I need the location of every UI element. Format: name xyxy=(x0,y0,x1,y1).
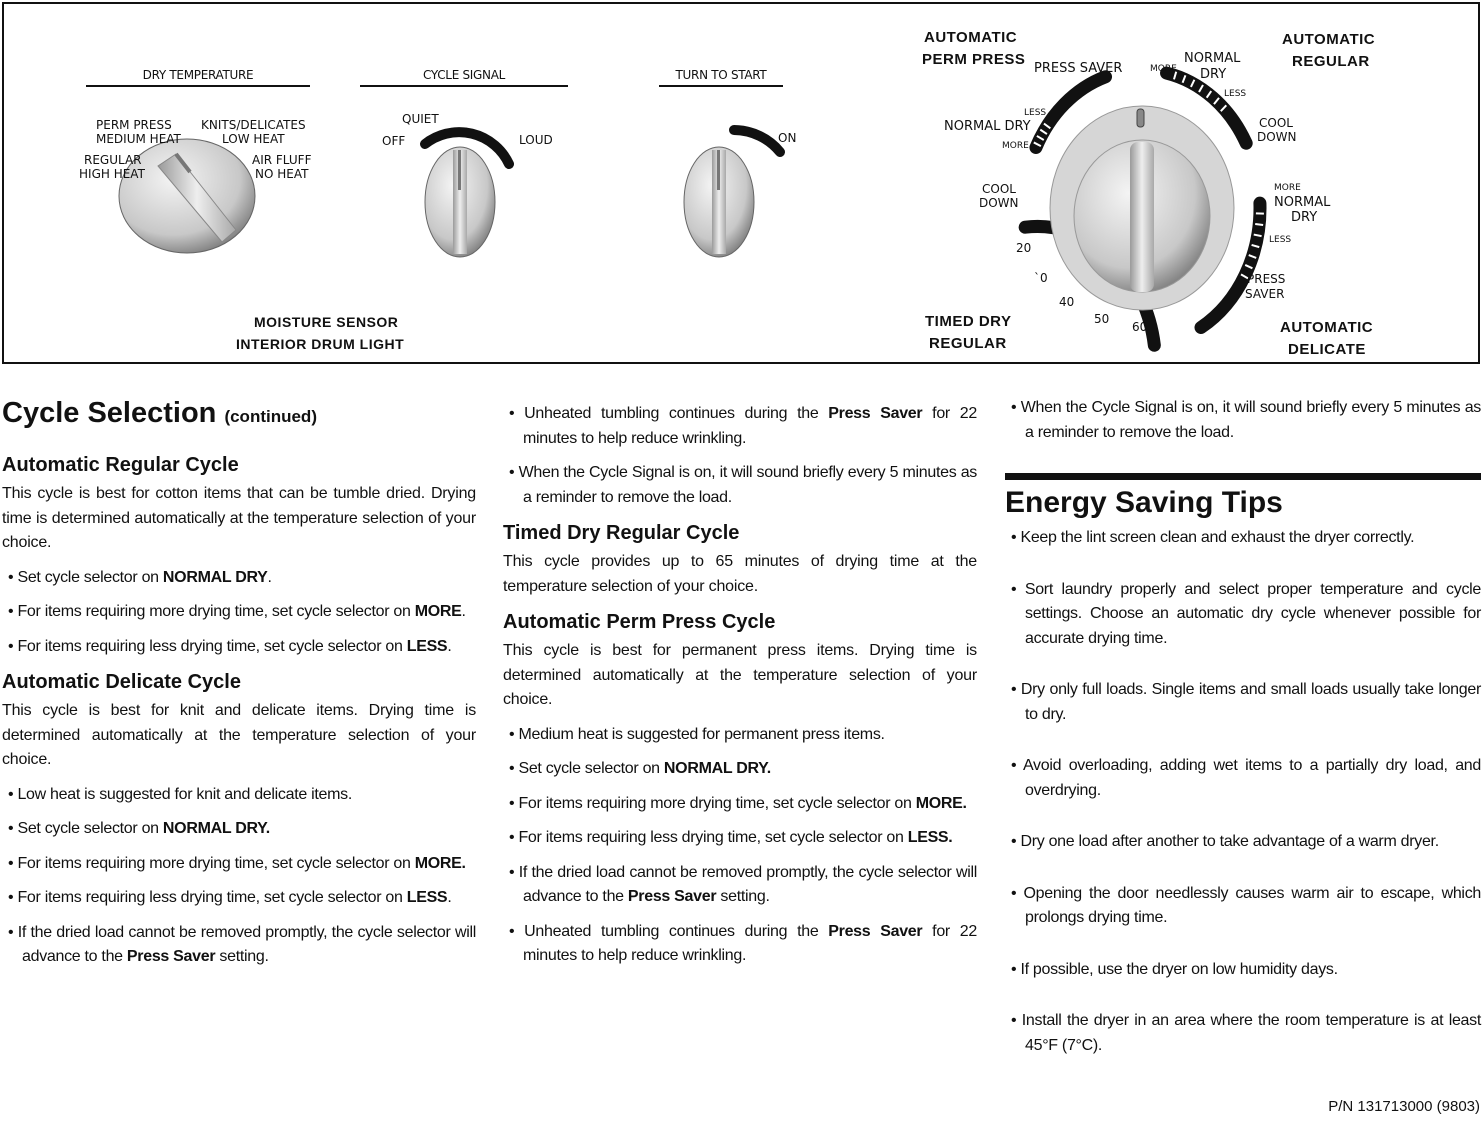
feature-moisture-sensor: MOISTURE SENSOR xyxy=(254,314,399,330)
emphasis: (continued) xyxy=(224,407,317,426)
dials-drawing xyxy=(4,4,1482,366)
td-down: DOWN xyxy=(979,196,1019,210)
text: . xyxy=(461,603,466,620)
td-30: `0 xyxy=(1034,271,1048,285)
emphasis: LESS xyxy=(406,637,448,655)
bullet-item xyxy=(503,826,977,851)
text: • Keep the lint screen clean and exhaust the dryer correctly. xyxy=(1011,529,1415,546)
text: • Avoid overloading, adding wet items to a partially dry load, and overdrying. xyxy=(1011,757,1481,799)
td-cool: COOL xyxy=(982,182,1016,196)
tip-item xyxy=(1005,526,1481,551)
td-40: 40 xyxy=(1059,295,1075,309)
text: • When the Cycle Signal is on, it will sound briefly every 5 minutes as a reminder to remove the load. xyxy=(509,464,977,506)
pp-press-saver: PRESS SAVER xyxy=(1034,61,1123,76)
bullet-item xyxy=(503,792,977,817)
text: • Install the dryer in an area where the room temperature is at least 45°F (7°C). xyxy=(1011,1012,1481,1054)
tip-item xyxy=(1005,678,1481,727)
reg-more: MORE xyxy=(1150,64,1177,74)
label-low-heat: LOW HEAT xyxy=(222,132,285,146)
bullet-item xyxy=(2,921,476,970)
label-loud: LOUD xyxy=(519,133,553,147)
text: for 22 minutes to help reduce wrinkling. xyxy=(523,405,977,447)
text: setting. xyxy=(215,948,269,965)
emphasis: Press Saver xyxy=(828,922,923,940)
reg-dry: DRY xyxy=(1200,67,1227,82)
text: . xyxy=(267,568,272,586)
label-no-heat: NO HEAT xyxy=(255,167,309,181)
tip-item xyxy=(1005,578,1481,652)
feature-drum-light: INTERIOR DRUM LIGHT xyxy=(236,336,405,352)
text: for 22 minutes to help reduce wrinkling. xyxy=(523,922,977,964)
auto-perm-press-1: AUTOMATIC xyxy=(924,29,1018,46)
cycle-heading xyxy=(2,669,476,695)
emphasis: MORE xyxy=(414,603,462,620)
emphasis: LESS xyxy=(406,889,448,906)
text: • For items requiring more drying time, set cycle selector on xyxy=(509,794,916,812)
bullet-item xyxy=(2,566,476,591)
text: This cycle is best for permanent press items. Drying time is determined automatically at the temperature selection of your choice. xyxy=(503,642,977,708)
label-on: ON xyxy=(778,131,797,145)
label-quiet: QUIET xyxy=(402,112,439,126)
bullet-item xyxy=(2,886,476,911)
del-press: PRESS xyxy=(1247,272,1286,286)
label-knits-delicates: KNITS/DELICATES xyxy=(201,118,306,132)
text: • For items requiring more drying time, set cycle selector on xyxy=(8,603,415,620)
section-title xyxy=(2,396,476,434)
cycle-signal-title: CYCLE SIGNAL xyxy=(360,68,568,87)
emphasis: LESS. xyxy=(907,829,953,846)
emphasis: NORMAL DRY. xyxy=(162,820,270,837)
label-perm-press: PERM PRESS xyxy=(96,118,172,132)
text: • For items requiring less drying time, set cycle selector on xyxy=(509,829,908,846)
text: • If the dried load cannot be removed promptly, the cycle selector will advance to the xyxy=(8,923,476,965)
reg-less: LESS xyxy=(1224,89,1247,99)
text: Cycle Selection xyxy=(2,397,225,429)
reg-down: DOWN xyxy=(1257,130,1297,144)
text: • Low heat is suggested for knit and delicate items. xyxy=(8,785,352,803)
bullet-item xyxy=(1005,396,1481,445)
text: • If possible, use the dryer on low humidity days. xyxy=(1011,960,1338,978)
text: setting. xyxy=(716,888,770,905)
bullet-item xyxy=(503,920,977,969)
del-saver: SAVER xyxy=(1245,287,1285,301)
cycle-heading xyxy=(503,609,977,635)
td-20: 20 xyxy=(1016,241,1032,255)
column-cycle-selection-cont xyxy=(503,402,977,979)
arc-tick xyxy=(1255,224,1263,225)
text: • Unheated tumbling continues during the xyxy=(509,405,829,422)
paragraph xyxy=(503,550,977,599)
column-cycle-selection xyxy=(2,396,476,980)
pp-normal-dry: NORMAL DRY xyxy=(944,119,1031,134)
pp-less: LESS xyxy=(1024,108,1047,118)
tip-item xyxy=(1005,958,1481,983)
cycle-signal-knob[interactable] xyxy=(425,132,509,257)
auto-regular-1: AUTOMATIC xyxy=(1282,31,1376,48)
bullet-item xyxy=(503,723,977,748)
start-knob[interactable] xyxy=(684,130,780,257)
auto-delicate-2: DELICATE xyxy=(1288,341,1366,358)
label-medium-heat: MEDIUM HEAT xyxy=(96,132,181,146)
tip-item xyxy=(1005,882,1481,931)
emphasis: Press Saver xyxy=(828,405,923,422)
text: • Unheated tumbling continues during the xyxy=(509,922,829,940)
auto-delicate-1: AUTOMATIC xyxy=(1280,319,1374,336)
text: Timed Dry Regular Cycle xyxy=(503,522,740,544)
bullet-item xyxy=(2,817,476,842)
label-off: OFF xyxy=(382,134,406,148)
td-50: 50 xyxy=(1094,312,1110,326)
bullet-item xyxy=(2,600,476,625)
cycle-heading xyxy=(503,520,977,546)
reg-cool: COOL xyxy=(1259,116,1293,130)
bullet-item xyxy=(2,783,476,808)
label-high-heat: HIGH HEAT xyxy=(79,167,145,181)
section-title xyxy=(1005,473,1481,520)
auto-perm-press-2: PERM PRESS xyxy=(922,51,1026,68)
del-dry: DRY xyxy=(1291,210,1318,225)
text: • Medium heat is suggested for permanent press items. xyxy=(509,725,885,743)
emphasis: NORMAL DRY. xyxy=(663,760,771,777)
bullet-item xyxy=(2,635,476,660)
cycle-heading xyxy=(2,452,476,478)
label-air-fluff: AIR FLUFF xyxy=(252,153,312,167)
part-number: P/N 131713000 (9803) xyxy=(1328,1098,1480,1115)
pp-more: MORE xyxy=(1002,141,1029,151)
text: This cycle is best for cotton items that can be tumble dried. Drying time is determined automatically at the temperature selection of your choice. xyxy=(2,485,476,551)
emphasis: MORE. xyxy=(414,854,466,872)
timed-tick xyxy=(1087,327,1091,334)
text: Energy Saving Tips xyxy=(1005,486,1283,519)
text: • Set cycle selector on xyxy=(8,568,163,586)
timed-tick xyxy=(1113,338,1115,346)
auto-regular-2: REGULAR xyxy=(1292,53,1370,70)
bullet-item xyxy=(503,402,977,451)
text: Automatic Regular Cycle xyxy=(2,454,239,476)
emphasis: MORE. xyxy=(915,794,967,812)
text: • For items requiring less drying time, set cycle selector on xyxy=(8,637,407,655)
text: This cycle is best for knit and delicate items. Drying time is determined automatically at the temperature selection of your choice. xyxy=(2,702,476,768)
text: • Dry one load after another to take advantage of a warm dryer. xyxy=(1011,833,1439,850)
paragraph xyxy=(2,482,476,556)
tip-item xyxy=(1005,754,1481,803)
text: . xyxy=(447,637,452,655)
control-panel-illustration xyxy=(2,2,1480,364)
timed-tick xyxy=(1063,310,1068,316)
timed-dry-2: REGULAR xyxy=(929,335,1007,352)
bullet-item xyxy=(503,757,977,782)
tip-item xyxy=(1005,830,1481,855)
emphasis: NORMAL DRY xyxy=(162,568,268,586)
text: • Sort laundry properly and select proper temperature and cycle settings. Choose an automatic dry cycle whenever possible for accurate drying time. xyxy=(1011,580,1481,647)
bullet-item xyxy=(503,861,977,910)
dry-temperature-title: DRY TEMPERATURE xyxy=(86,68,310,87)
text: This cycle provides up to 65 minutes of drying time at the temperature selection of your choice. xyxy=(503,553,977,595)
timed-dry-1: TIMED DRY xyxy=(925,313,1012,330)
paragraph xyxy=(503,639,977,713)
text: • For items requiring less drying time, set cycle selector on xyxy=(8,889,407,906)
text: • Set cycle selector on xyxy=(509,760,664,777)
text: • When the Cycle Signal is on, it will sound briefly every 5 minutes as a reminder to remove the load. xyxy=(1011,399,1481,441)
tip-item xyxy=(1005,1009,1481,1058)
bullet-item xyxy=(2,852,476,877)
text: • Dry only full loads. Single items and small loads usually take longer to dry. xyxy=(1011,681,1481,723)
del-less: LESS xyxy=(1269,235,1292,245)
del-more: MORE xyxy=(1274,183,1301,193)
text: • For items requiring more drying time, set cycle selector on xyxy=(8,854,415,872)
del-normal: NORMAL xyxy=(1274,195,1331,210)
bullet-item xyxy=(503,461,977,510)
td-60: 60 xyxy=(1132,320,1148,334)
turn-to-start-title: TURN TO START xyxy=(659,68,783,87)
text: . xyxy=(447,889,452,906)
timed-tick xyxy=(1044,288,1050,293)
column-energy-tips xyxy=(1005,396,1481,1085)
text: Automatic Delicate Cycle xyxy=(2,671,241,693)
emphasis: Press Saver xyxy=(126,948,216,965)
text: • Set cycle selector on xyxy=(8,820,163,837)
label-regular: REGULAR xyxy=(84,153,142,167)
text: Automatic Perm Press Cycle xyxy=(503,611,776,633)
emphasis: Press Saver xyxy=(627,888,717,905)
reg-normal: NORMAL xyxy=(1184,51,1241,66)
paragraph xyxy=(2,699,476,773)
text: • Opening the door needlessly causes warm air to escape, which prolongs drying time. xyxy=(1011,884,1481,926)
text: • If the dried load cannot be removed promptly, the cycle selector will advance to the xyxy=(509,863,977,905)
